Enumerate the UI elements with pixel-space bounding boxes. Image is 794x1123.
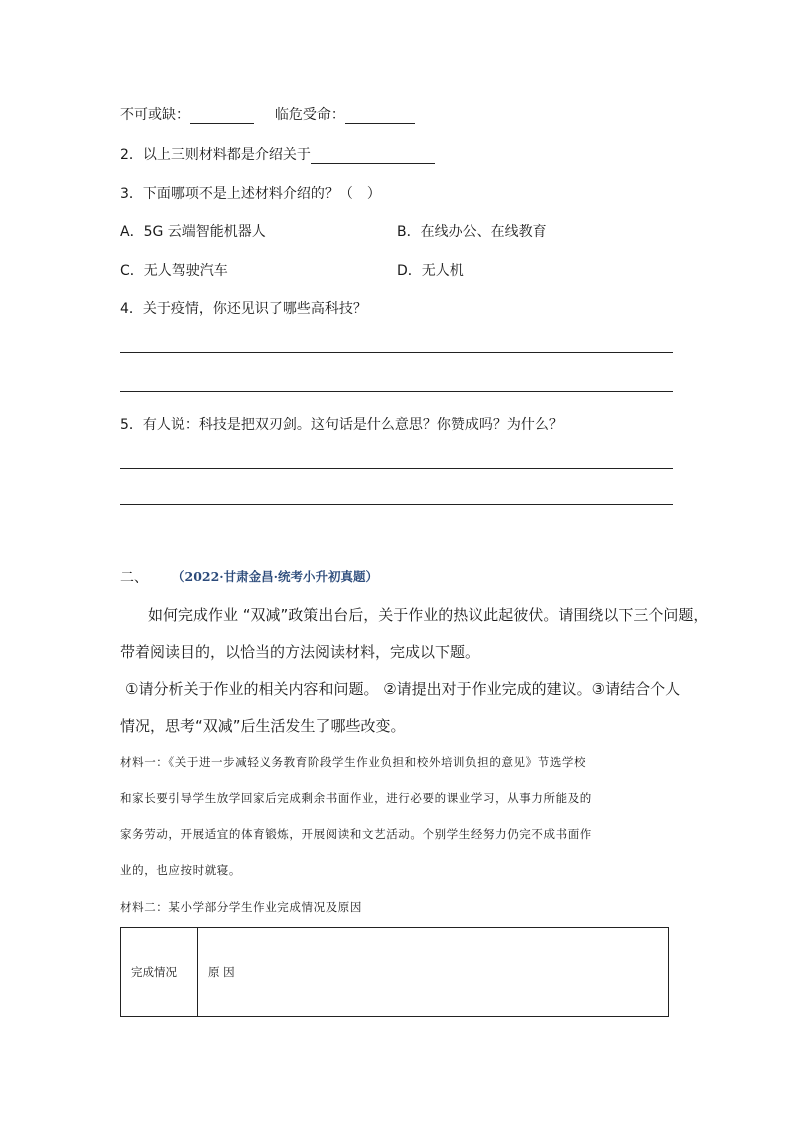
q3-stem: 3．下面哪项不是上述材料介绍的？（ ）: [120, 186, 381, 202]
q1-blank-row: [120, 104, 415, 124]
section-2-tasks-line-1: ①请分析关于作业的相关内容和问题。 ②请提出对于作业完成的建议。③请结合个人: [125, 680, 681, 698]
q1-label-b: 临危受命：: [274, 107, 345, 123]
q3-option-c[interactable]: C．无人驾驶汽车: [120, 263, 228, 279]
q5-answer-line-2[interactable]: [120, 504, 673, 505]
q3-option-a[interactable]: A．5G 云端智能机器人: [120, 224, 266, 240]
q3-option-d[interactable]: D．无人机: [397, 263, 464, 279]
section-2-intro-line-2: 带着阅读目的，以恰当的方法阅读材料，完成以下题。: [120, 643, 481, 661]
q4-text: 4．关于疫情，你还见识了哪些高科技？: [120, 301, 367, 317]
q2-text: 2．以上三则材料都是介绍关于: [120, 147, 311, 163]
q1-blank-b[interactable]: [345, 109, 415, 124]
table-row: [121, 928, 669, 1017]
question-2: [120, 144, 435, 164]
section-2-intro-line-1: 如何完成作业 “双减”政策出台后，关于作业的热议此起彼伏。请围绕以下三个问题，: [148, 606, 709, 624]
q1-blank-a[interactable]: [190, 109, 254, 124]
q4-answer-line-2[interactable]: [120, 391, 673, 392]
section-2-source: （2022·甘肃金昌·统考小升初真题）: [172, 569, 378, 584]
q2-blank[interactable]: [311, 149, 435, 164]
q4-answer-line-1[interactable]: [120, 352, 673, 353]
material-2-title: 材料二：某小学部分学生作业完成情况及原因: [120, 900, 362, 914]
table-header-completion: 完成情况: [121, 928, 198, 1017]
q5-text: 5．有人说：科技是把双刃剑。这句话是什么意思？你赞成吗？为什么？: [120, 417, 563, 433]
material-1-line-2: 和家长要引导学生放学回家后完成剩余书面作业，进行必要的课业学习，从事力所能及的: [120, 791, 592, 805]
q3-option-b[interactable]: B．在线办公、在线教育: [397, 224, 547, 240]
section-2-number: 二、: [120, 570, 148, 586]
material-1-line-1: 材料一：《关于进一步减轻义务教育阶段学生作业负担和校外培训负担的意见》节选学校: [120, 755, 587, 769]
q1-label-a: 不可或缺：: [120, 107, 190, 123]
completion-table: [120, 927, 669, 1017]
table-header-reason: 原 因: [198, 928, 669, 1017]
material-1-line-3: 家务劳动，开展适宜的体育锻炼，开展阅读和文艺活动。个别学生经努力仍完不成书面作: [120, 827, 592, 841]
material-1-line-4: 业的，也应按时就寝。: [120, 863, 241, 877]
q5-answer-line-1[interactable]: [120, 468, 673, 469]
section-2-tasks-line-2: 情况，思考“双减”后生活发生了哪些改变。: [120, 717, 406, 735]
